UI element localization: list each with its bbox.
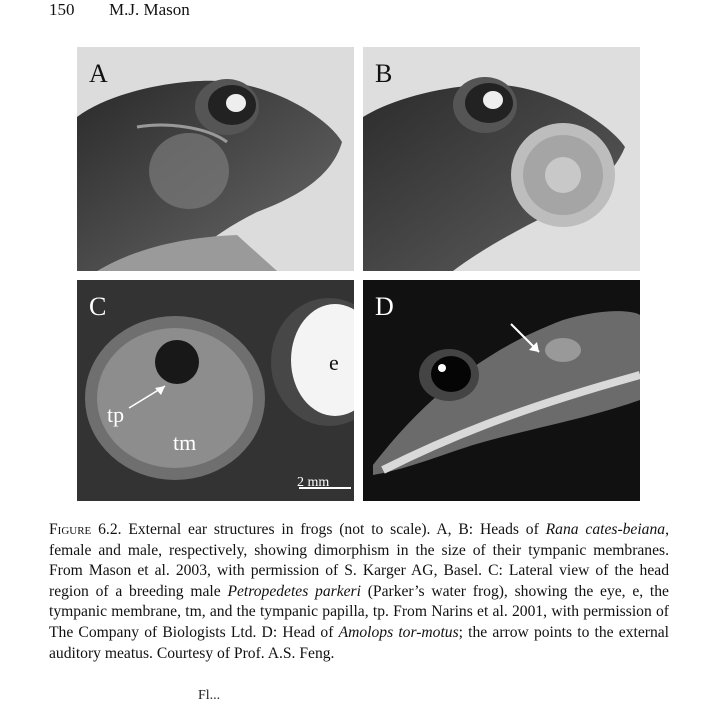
caption-text-2: , female and male, respectively, showing dimorphism in the size of their tympanic membranes. From Mason et al. 2003, with permission of S. Karger AG, Basel. C: Lateral view of the head region of a breeding male <box>49 521 669 600</box>
caption-text-4: ; the arrow points to the external auditory meatus. Courtesy of Prof. A.S. Feng. <box>49 623 669 662</box>
figure-label: Figure 6.2. <box>49 521 122 538</box>
species-name-amolops: Amolops tor-motus <box>338 623 459 641</box>
panel-label-b: B <box>375 59 393 88</box>
tympanic-membrane-label: tm <box>173 430 197 455</box>
panel-label-c: C <box>89 292 107 321</box>
frog-photo-b <box>363 47 640 271</box>
species-name-petropedetes: Petropedetes parkeri <box>227 582 361 600</box>
figure-panel-c <box>77 280 354 501</box>
page-number: 150 <box>49 0 75 19</box>
eye-label: e <box>329 350 339 375</box>
frog-photo-a <box>77 47 354 271</box>
running-head <box>49 0 190 20</box>
species-name-rana: Rana cates-beiana <box>545 521 666 538</box>
figure-caption <box>49 520 669 664</box>
figure-panel-d <box>363 280 640 501</box>
frog-photo-c <box>77 280 354 501</box>
author-name: M.J. Mason <box>109 0 190 19</box>
panel-label-d: D <box>375 292 394 321</box>
figure-panel-b <box>363 47 640 271</box>
cut-off-heading: Fl... <box>198 688 221 703</box>
caption-text-3: (Parker’s water frog), showing the eye, e, the tympanic membrane, tm, and the tympanic papilla, tp. From Narins et al. 2001, with permission of The Company of Biologists Ltd. D: Head of <box>49 582 669 641</box>
panel-label-a: A <box>89 59 108 88</box>
tympanic-papilla-label: tp <box>107 402 125 427</box>
scale-bar-label: 2 mm <box>297 475 330 490</box>
frog-photo-d <box>363 280 640 501</box>
caption-text-1: External ear structures in frogs (not to scale). A, B: Heads of <box>121 521 546 538</box>
figure-panel-a <box>77 47 354 271</box>
